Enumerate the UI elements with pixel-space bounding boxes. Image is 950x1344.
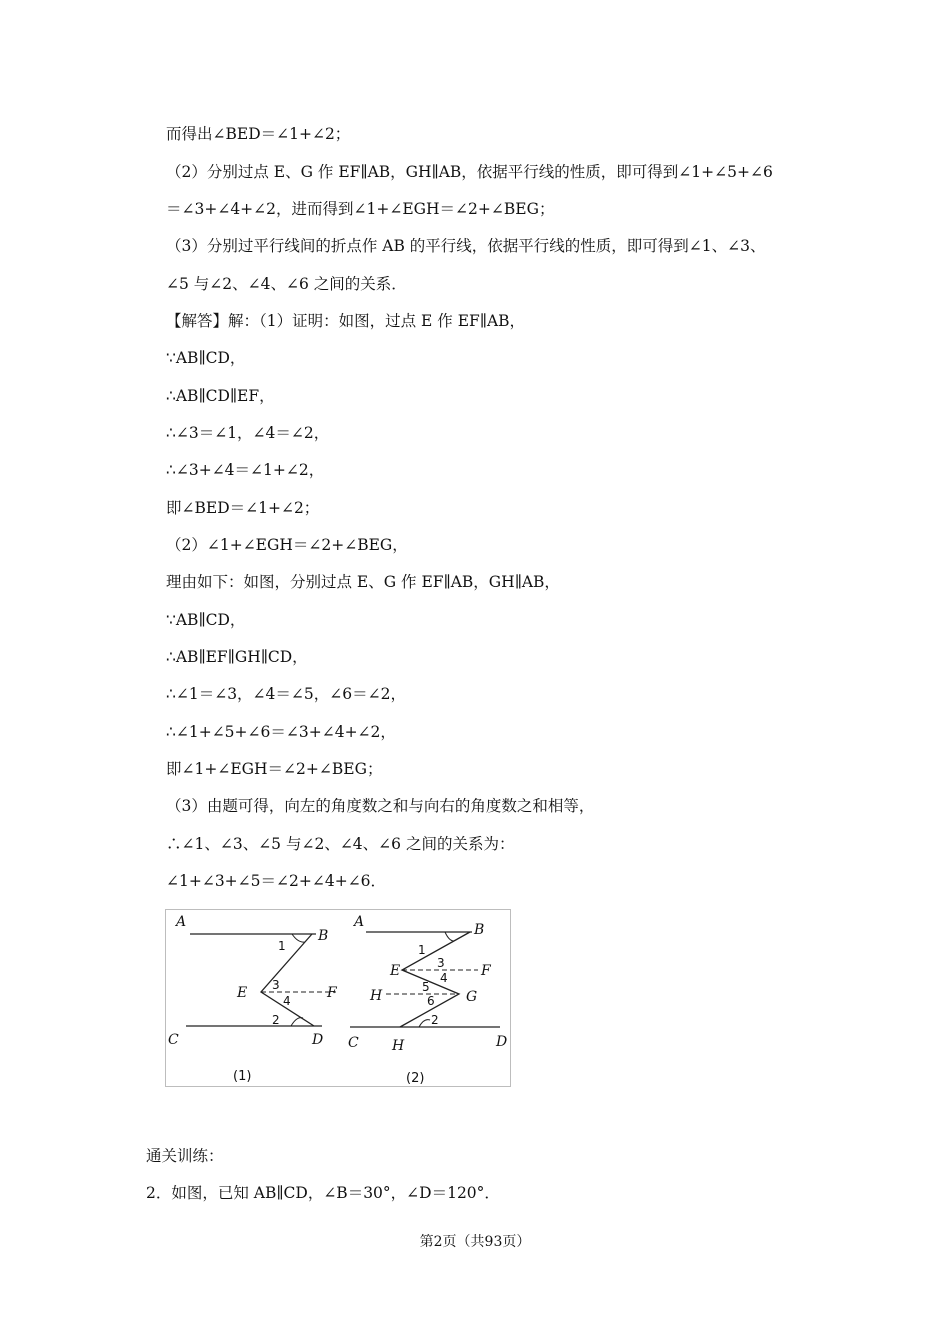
figure-2 — [348, 914, 507, 1086]
text-line: （3）由题可得，向左的角度数之和与向右的角度数之和相等， — [166, 797, 595, 815]
angle-label-1b: 1 — [418, 943, 426, 957]
point-label-a2: A — [354, 914, 365, 930]
point-label-c: C — [168, 1032, 179, 1048]
point-label-f2: F — [481, 963, 491, 979]
angle-label-5b: 5 — [422, 980, 430, 994]
text-line: ∵AB∥CD， — [166, 349, 246, 367]
text-line: ∵AB∥CD， — [166, 611, 246, 629]
figure-svg — [166, 910, 512, 1088]
figure-caption-1: (1) — [233, 1069, 252, 1084]
angle-label-3: 3 — [272, 978, 280, 992]
text-line: 【解答】解：（1）证明：如图，过点 E 作 EF∥AB， — [166, 312, 526, 330]
text-line: ∠5 与∠2、∠4、∠6 之间的关系． — [166, 275, 407, 293]
point-label-e: E — [237, 985, 248, 1001]
text-line: （2）∠1+∠EGH＝∠2+∠BEG， — [166, 536, 408, 554]
angle-label-2b: 2 — [431, 1013, 439, 1027]
text-line: 即∠BED＝∠1+∠2； — [166, 499, 320, 517]
polyline-bed-1 — [261, 934, 314, 1026]
text-line: ∴AB∥CD∥EF， — [166, 387, 275, 405]
angle-label-4b: 4 — [440, 971, 448, 985]
text-line: ∴AB∥EF∥GH∥CD， — [166, 648, 308, 666]
text-line: （2）分别过点 E、G 作 EF∥AB，GH∥AB，依据平行线的性质，即可得到∠1+∠5+∠6 — [166, 163, 773, 181]
text-line: ＝∠3+∠4+∠2，进而得到∠1+∠EGH＝∠2+∠BEG； — [166, 200, 555, 218]
section-title: 通关训练： — [146, 1147, 224, 1165]
point-label-g2: G — [466, 989, 478, 1005]
point-label-f: F — [327, 985, 337, 1001]
angle-label-4: 4 — [283, 994, 291, 1008]
angle-label-1: 1 — [278, 939, 286, 953]
point-label-b2: B — [474, 922, 485, 938]
text-line: ∴∠3+∠4＝∠1+∠2， — [166, 461, 325, 479]
angle-label-3b: 3 — [437, 956, 445, 970]
point-label-d: D — [312, 1032, 324, 1048]
text-line: ∴∠1＝∠3，∠4＝∠5，∠6＝∠2， — [166, 685, 406, 703]
text-line: 即∠1+∠EGH＝∠2+∠BEG； — [166, 760, 383, 778]
angle-arc-1b — [445, 932, 454, 941]
text-line: ∴∠3＝∠1，∠4＝∠2， — [166, 424, 330, 442]
angle-arc-1 — [292, 934, 305, 942]
point-label-c2: C — [348, 1035, 359, 1051]
angle-arc-2 — [291, 1018, 303, 1026]
point-label-e2: E — [390, 963, 401, 979]
text-line: ∴∠1+∠5+∠6＝∠3+∠4+∠2， — [166, 723, 396, 741]
point-label-b: B — [318, 928, 329, 944]
figure-1 — [168, 914, 338, 1084]
point-label-h2-bottom: H — [392, 1038, 405, 1054]
text-line: 理由如下：如图，分别过点 E、G 作 EF∥AB，GH∥AB， — [166, 573, 560, 591]
text-line: （3）分别过平行线间的折点作 AB 的平行线，依据平行线的性质，即可得到∠1、∠3、 — [166, 237, 766, 255]
point-label-h2: H — [370, 988, 383, 1004]
angle-label-6b: 6 — [427, 994, 435, 1008]
point-label-d2: D — [496, 1034, 508, 1050]
point-label-a: A — [176, 914, 187, 930]
angle-arc-2b — [419, 1020, 430, 1027]
angle-label-2: 2 — [272, 1013, 280, 1027]
problem-statement: 2．如图，已知 AB∥CD，∠B＝30°，∠D＝120°． — [146, 1184, 500, 1202]
page-footer: 第2页（共93页） — [419, 1234, 531, 1250]
text-line: ∴∠1、∠3、∠5 与∠2、∠4、∠6 之间的关系为： — [166, 835, 515, 853]
text-line: ∠1+∠3+∠5＝∠2+∠4+∠6． — [166, 872, 387, 890]
geometry-figure — [165, 909, 511, 1087]
figure-caption-2: (2) — [406, 1071, 425, 1086]
text-line: 而得出∠BED＝∠1+∠2； — [166, 125, 351, 143]
